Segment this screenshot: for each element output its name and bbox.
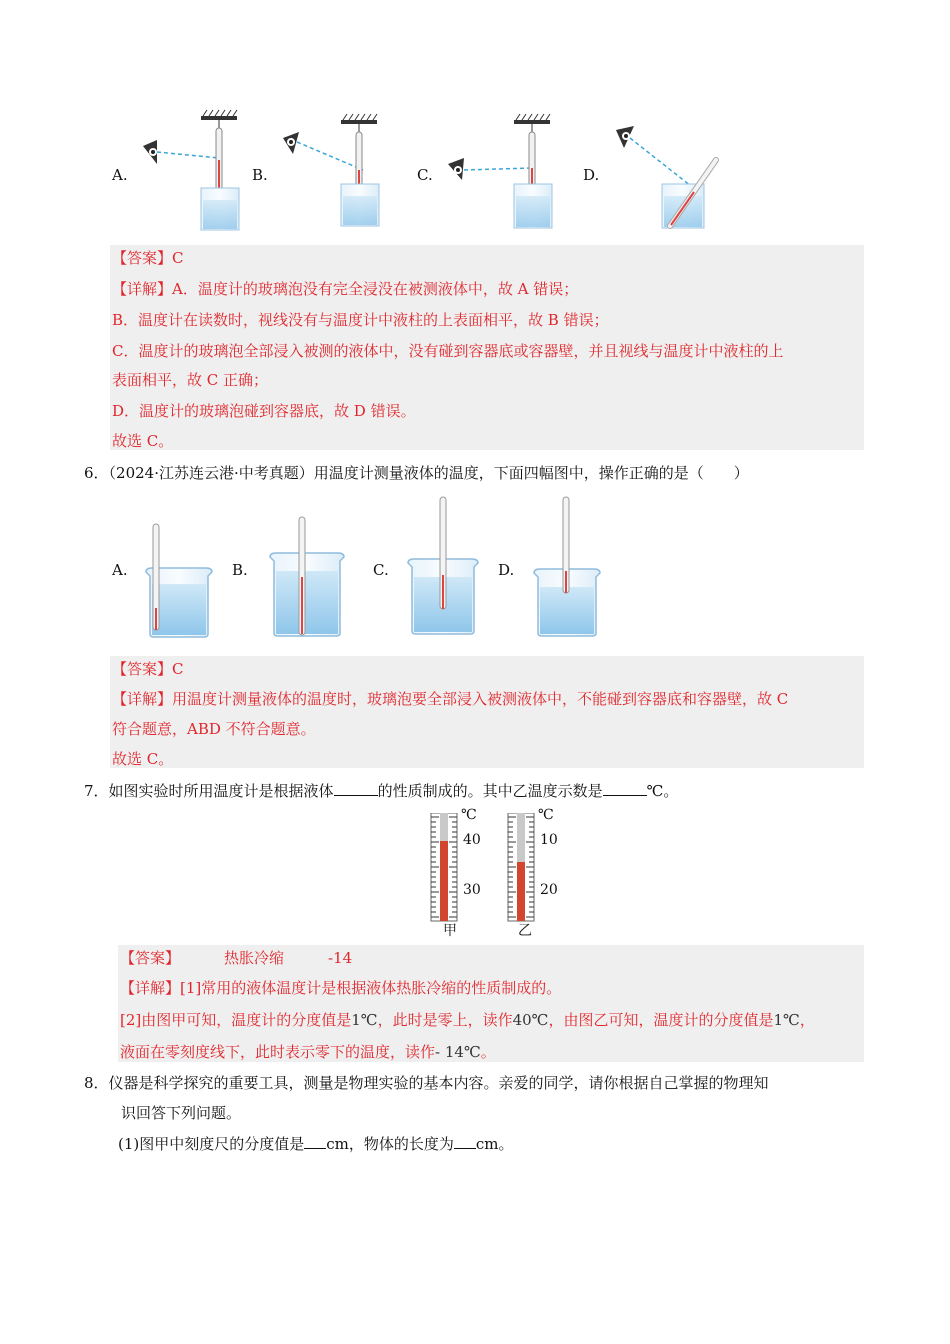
q5-option-a-label: A.	[112, 166, 128, 184]
eye-icon	[143, 140, 157, 164]
q6-option-d-label: D.	[498, 561, 515, 579]
eye-icon	[448, 158, 464, 180]
q6-question: 6．（2024·江苏连云港·中考真题）用温度计测量液体的温度，下面四幅图中，操作正确的是（ ）	[84, 464, 749, 482]
q6-detail-line-2: 符合题意，ABD 不符合题意。	[112, 720, 316, 738]
q8-question-line-2: 识回答下列问题。	[121, 1104, 242, 1122]
thermo-jia-label-30: 30	[463, 882, 481, 898]
q6-figure-c	[404, 495, 482, 640]
q8-blank-1[interactable]	[304, 1134, 326, 1149]
thermo-yi-name: 乙	[518, 923, 532, 939]
q6-figure-b	[266, 515, 348, 641]
q5-figure-d	[608, 108, 728, 233]
thermo-yi-label-20: 20	[540, 882, 558, 898]
q6-detail-line-3: 故选 C。	[112, 750, 174, 768]
q5-detail-line-1: 【详解】A．温度计的玻璃泡没有完全浸没在被测液体中，故 A 错误；	[112, 280, 579, 298]
eye-icon	[616, 126, 634, 148]
q6-option-b-label: B.	[232, 561, 248, 579]
q6-figure-d	[530, 495, 604, 640]
q5-option-d-label: D.	[583, 166, 600, 184]
q5-detail-line-4: 表面相平，故 C 正确；	[112, 371, 269, 389]
q6-detail-line-1: 【详解】用温度计测量液体的温度时，玻璃泡要全部浸入被测液体中，不能碰到容器底和容器壁，故 C	[112, 690, 789, 708]
q6-answer: 【答案】C	[112, 660, 184, 678]
q5-detail-line-3: C．温度计的玻璃泡全部浸入被测的液体中，没有碰到容器底或容器壁，并且视线与温度计中液柱的上	[112, 342, 784, 360]
q5-detail-line-2: B．温度计在读数时，视线没有与温度计中液柱的上表面相平，故 B 错误；	[112, 311, 609, 329]
q6-option-a-label: A.	[112, 561, 128, 579]
thermometer-jia	[430, 805, 490, 940]
q7-detail-line-1: 【详解】[1]常用的液体温度计是根据液体热胀冷缩的性质制成的。	[120, 979, 562, 997]
q7-detail-line-2: [2]由图甲可知，温度计的分度值是1℃，此时是零上，读作40℃，由图乙可知，温度计的分度值是1℃，	[120, 1011, 815, 1029]
q7-answer: 【答案】 热胀冷缩 -14	[120, 949, 353, 967]
q8-question-line-1: 8．仪器是科学探究的重要工具，测量是物理实验的基本内容。亲爱的同学，请你根据自己掌握的物理知	[84, 1074, 769, 1092]
q5-figure-b	[275, 108, 390, 233]
thermo-jia-unit: ℃	[461, 807, 477, 823]
thermo-yi-label-10: 10	[540, 832, 558, 848]
thermo-jia-label-40: 40	[463, 832, 481, 848]
q5-detail-line-6: 故选 C。	[112, 432, 174, 450]
q8-sub-question-1: (1)图甲中刻度尺的分度值是 cm，物体的长度为 cm。	[118, 1135, 514, 1153]
thermo-yi-unit: ℃	[538, 807, 554, 823]
q7-detail-line-3: 液面在零刻度线下，此时表示零下的温度，读作- 14℃。	[120, 1043, 496, 1061]
q6-answer-box	[110, 656, 864, 768]
eye-icon	[283, 132, 299, 154]
q5-option-c-label: C.	[417, 166, 433, 184]
thermo-jia-name: 甲	[443, 923, 457, 939]
thermometer-yi	[507, 805, 567, 940]
q6-figure-a	[142, 520, 216, 640]
q5-answer: 【答案】C	[112, 249, 184, 267]
q6-option-c-label: C.	[373, 561, 389, 579]
q5-detail-line-5: D．温度计的玻璃泡碰到容器底，故 D 错误。	[112, 402, 416, 420]
q7-question: 7．如图实验时所用温度计是根据液体 的性质制成的。其中乙温度示数是 ℃。	[84, 782, 679, 800]
q5-figure-c	[440, 108, 555, 233]
q7-blank-1[interactable]	[334, 781, 378, 796]
q5-option-b-label: B.	[252, 166, 268, 184]
q8-blank-2[interactable]	[454, 1134, 476, 1149]
q5-figure-a	[135, 108, 250, 233]
q7-blank-2[interactable]	[603, 781, 647, 796]
